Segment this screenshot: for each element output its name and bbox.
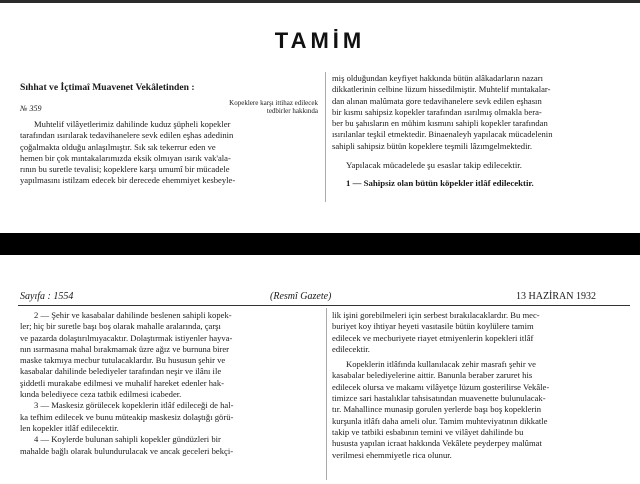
text-line: ka tefhim edilecek ve bunu müteakip maskesiz dolaştığı görü- (20, 411, 234, 422)
column-divider (325, 72, 326, 202)
text-line: 2 — Şehir ve kasabalar dahilinde beslenen sahipli kopek- (34, 310, 232, 320)
text-line: Kopeklerin itlâfında kullanılacak zehir masrafı şehir ve (346, 359, 536, 370)
bottom-right-column (332, 310, 624, 461)
top-left-column (20, 119, 318, 187)
ministry-heading: Sıhhat ve İçtimaî Muavenet Vekâletinden : (20, 82, 195, 93)
subject-line: Kopeklere karşı ittihaz edilecek (229, 99, 318, 107)
text-line: hemen bir çok mıntakalarımızda eksik olmıyan ısırık vak'ala- (20, 152, 231, 163)
text-line: edilecek ve mecburiyete riayet etmiyenlerin kopekleri itlâf (332, 332, 534, 343)
top-right-column (332, 73, 622, 152)
text-line: yapılmasını istilzam edecek bir derecede ehemmiyet kesbeyle- (20, 175, 236, 186)
text-line: buriyet koy ihtiyar heyeti vasıtasile bütün koylülere tamim (332, 321, 534, 332)
text-line: mahalde bağlı olarak bulundurulacak ve ancak geceleri bekçi- (20, 445, 234, 456)
reference-number: № 359 (20, 104, 42, 113)
text-line: tarafından ısırılarak tedavihanelere sevk edilen eşhas adedinin (20, 130, 234, 141)
text-line: sahipli sahipsiz bütün kopeklere teşmili lâzımgelmektedir. (332, 140, 532, 151)
text-line: hususta yapılan icraat hakkında Vekâlete peyderpey malûmat (332, 438, 542, 449)
text-line: rının bu suretle tevalisi; kopeklere karşı umumî bir mücadele (20, 164, 230, 175)
text-line: timizce sari hastalıklar tahsisatından muavenette bulunulacak- (332, 393, 546, 404)
text-line: kasabalar dahilinde belediyeler tarafından neşir ve ilânı ile (20, 366, 222, 377)
scan-gap-band (0, 233, 640, 255)
text-line: bir kısmı sahipsiz kopekler tarafından ısırılmış olmakla bera- (332, 106, 542, 117)
text-line: dikkatlerinin celbine lüzum hissedilmiştir. Muhtelif mıntakalar- (332, 84, 551, 95)
text-line: edilecek olursa ve makamı vilâyetçe lüzum gosterilirse Vekâle- (332, 381, 550, 392)
text-line: lik işini gorebilmeleri için serbest bırakılacaklardır. Bu mec- (332, 310, 540, 320)
text-line: takip ve tatbiki esbabının temini ve vilâyet dahilinde bu (332, 426, 524, 437)
newspaper-name: (Resmî Gazete) (270, 291, 332, 302)
text-line: dan alınan malûmata gore tedavihanelere sevk edilen eşhasın (332, 95, 542, 106)
text-line: kurşunla itlâfı daha ameli olur. Tamim muhteviyatının dikkatle (332, 415, 548, 426)
text-line: nın ısırmasına mahal bırakmamak üzre ağız ve burnuna birer (20, 343, 230, 354)
top-border-rule (0, 0, 640, 3)
page-number: Sayıfa : 1554 (20, 291, 74, 302)
text-line: ısırılanlar teşkil etmektedir. Binaenaleyh yapılacak mücadelenin (332, 129, 553, 140)
subject-line: tedbirler hakkında (266, 107, 318, 116)
text-line: 4 — Koylerde bulunan sahipli kopekler gündüzleri bir (34, 434, 221, 445)
text-line: verilmesi ehemmiyetle rica olunur. (332, 449, 452, 460)
text-line: maske takmıya mecbur tutulacaklardır. Bu hususun şehir ve (20, 355, 226, 366)
page-title: TAMİM (274, 28, 366, 53)
text-line: çoğalmakta olduğu anlaşılmıştır. Sık sık tekerrur eden ve (20, 141, 216, 152)
text-line: 3 — Maskesiz görülecek kopeklerin itlâf edileceği de hal- (34, 400, 234, 411)
text-line: edilecektir. (332, 343, 370, 354)
text-line: kasabalar belediyelerine aittir. Banunla beraber zaruret his (332, 370, 533, 381)
subject-note (178, 99, 318, 116)
text-line: şiddetli murakabe edilmesi ve muhalif hareket edenler hak- (20, 377, 225, 388)
text-line: kında belediyece ceza tatbik edilmesi icabeder. (20, 389, 182, 400)
text-line: ber bu şahısların en mühim kısmını sahipli kopekler tarafından (332, 118, 548, 129)
text-line: len kopekler itlâf edilecektir. (20, 422, 119, 433)
issue-date: 13 HAZİRAN 1932 (516, 291, 596, 302)
procedure-intro: Yapılacak mücadelede şu esaslar takip edilecektir. (346, 160, 522, 170)
bottom-left-column (20, 310, 320, 457)
text-line: tır. Mahallince munasip gorulen yerlerde başı boş kopeklerin (332, 404, 542, 415)
text-line: miş olduğundan keyfiyet hakkında bütün alâkadarların nazarı (332, 73, 543, 83)
text-line: ve pazarda dolaştırılmıyacaktır. Dolaştırmak istiyenler hayva- (20, 332, 233, 343)
column-divider (326, 308, 327, 480)
text-line: ler; hiç bir suretle başı boş olarak mahalle aralarında, çarşı (20, 321, 221, 332)
text-line: Muhtelif vilâyetlerimiz dahilinde kuduz şüpheli kopekler (34, 119, 231, 129)
procedure-item-1: 1 — Sahipsiz olan bütün köpekler itlâf edilecektir. (346, 178, 534, 188)
masthead-rule (18, 305, 630, 306)
